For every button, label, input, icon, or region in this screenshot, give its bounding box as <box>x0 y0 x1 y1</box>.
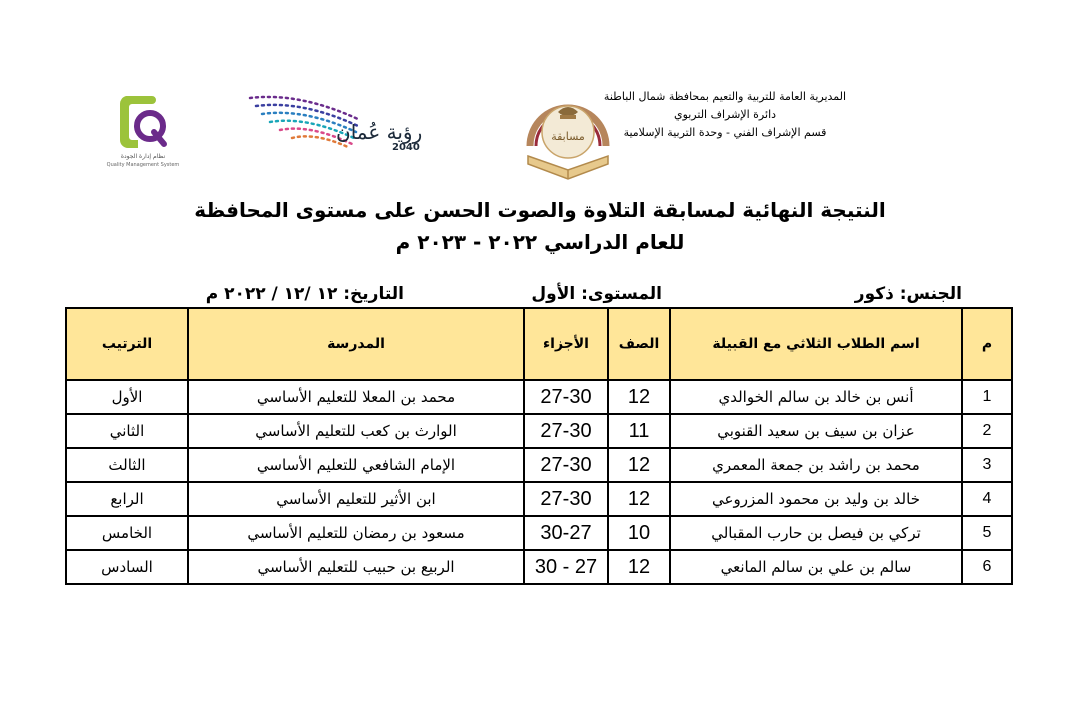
results-table <box>65 307 1013 585</box>
table-header-row <box>66 308 1012 380</box>
header-parts: الأجزاء <box>524 308 608 380</box>
row-parts: 27 - 30 <box>524 550 608 584</box>
org-line-section: قسم الإشراف الفني - وحدة التربية الإسلامية <box>623 126 827 139</box>
row-name: عزان بن سيف بن سعيد القنوبي <box>670 414 962 448</box>
header-index: م <box>962 308 1012 380</box>
row-rank: الثاني <box>66 414 188 448</box>
row-grade: 11 <box>608 414 670 448</box>
table-row <box>66 414 1012 448</box>
row-parts: 27-30 <box>524 482 608 516</box>
header-name: اسم الطلاب الثلاثي مع القبيلة <box>670 308 962 380</box>
quality-logo-caption-en: Quality Management System <box>106 162 180 168</box>
row-parts: 27-30 <box>524 448 608 482</box>
level-label: المستوى: الأول <box>531 284 662 304</box>
row-grade: 10 <box>608 516 670 550</box>
table-row <box>66 516 1012 550</box>
row-school: الربيع بن حبيب للتعليم الأساسي <box>188 550 524 584</box>
table-row <box>66 550 1012 584</box>
oman-vision-logo <box>240 90 440 160</box>
row-index: 3 <box>962 448 1012 482</box>
row-parts: 27-30 <box>524 414 608 448</box>
row-rank: السادس <box>66 550 188 584</box>
row-name: خالد بن وليد بن محمود المزروعي <box>670 482 962 516</box>
row-rank: الرابع <box>66 482 188 516</box>
quality-system-logo <box>104 90 184 172</box>
table-row <box>66 380 1012 414</box>
org-line-department: دائرة الإشراف التربوي <box>673 108 777 121</box>
org-line-directorate: المديرية العامة للتربية والتعيم بمحافظة شمال الباطنة <box>603 90 847 103</box>
header-rank: الترتيب <box>66 308 188 380</box>
row-rank: الخامس <box>66 516 188 550</box>
row-index: 1 <box>962 380 1012 414</box>
row-index: 2 <box>962 414 1012 448</box>
row-grade: 12 <box>608 550 670 584</box>
document-title: النتيجة النهائية لمسابقة التلاوة والصوت الحسن على مستوى المحافظة <box>194 198 886 222</box>
row-grade: 12 <box>608 380 670 414</box>
row-name: سالم بن علي بن سالم المانعي <box>670 550 962 584</box>
competition-emblem-icon <box>512 82 624 182</box>
gender-label: الجنس: ذكور <box>854 284 962 304</box>
competition-emblem-logo <box>512 82 624 182</box>
competition-emblem-text: مسابقة <box>551 130 585 143</box>
row-grade: 12 <box>608 482 670 516</box>
row-name: محمد بن راشد بن جمعة المعمري <box>670 448 962 482</box>
row-parts: 27-30 <box>524 380 608 414</box>
header-school: المدرسة <box>188 308 524 380</box>
row-school: محمد بن المعلا للتعليم الأساسي <box>188 380 524 414</box>
quality-logo-caption-ar: نظام إدارة الجودة <box>120 153 166 160</box>
row-school: مسعود بن رمضان للتعليم الأساسي <box>188 516 524 550</box>
date-label: التاريخ: ١٢ /١٢ / ٢٠٢٢ م <box>205 284 404 304</box>
row-school: ابن الأثير للتعليم الأساسي <box>188 482 524 516</box>
table-row <box>66 448 1012 482</box>
quality-system-icon <box>104 90 184 154</box>
header-grade: الصف <box>608 308 670 380</box>
vision-logo-text: رؤية عُمان <box>336 120 423 144</box>
vision-logo-year: 2040 <box>392 142 420 153</box>
row-rank: الثالث <box>66 448 188 482</box>
row-index: 6 <box>962 550 1012 584</box>
row-grade: 12 <box>608 448 670 482</box>
row-school: الإمام الشافعي للتعليم الأساسي <box>188 448 524 482</box>
row-school: الوارث بن كعب للتعليم الأساسي <box>188 414 524 448</box>
row-index: 4 <box>962 482 1012 516</box>
row-name: أنس بن خالد بن سالم الخوالدي <box>670 380 962 414</box>
table-row <box>66 482 1012 516</box>
row-name: تركي بن فيصل بن حارب المقبالي <box>670 516 962 550</box>
row-index: 5 <box>962 516 1012 550</box>
row-rank: الأول <box>66 380 188 414</box>
document-subtitle-year: للعام الدراسي ٢٠٢٢ - ٢٠٢٣ م <box>395 230 685 254</box>
row-parts: 30-27 <box>524 516 608 550</box>
